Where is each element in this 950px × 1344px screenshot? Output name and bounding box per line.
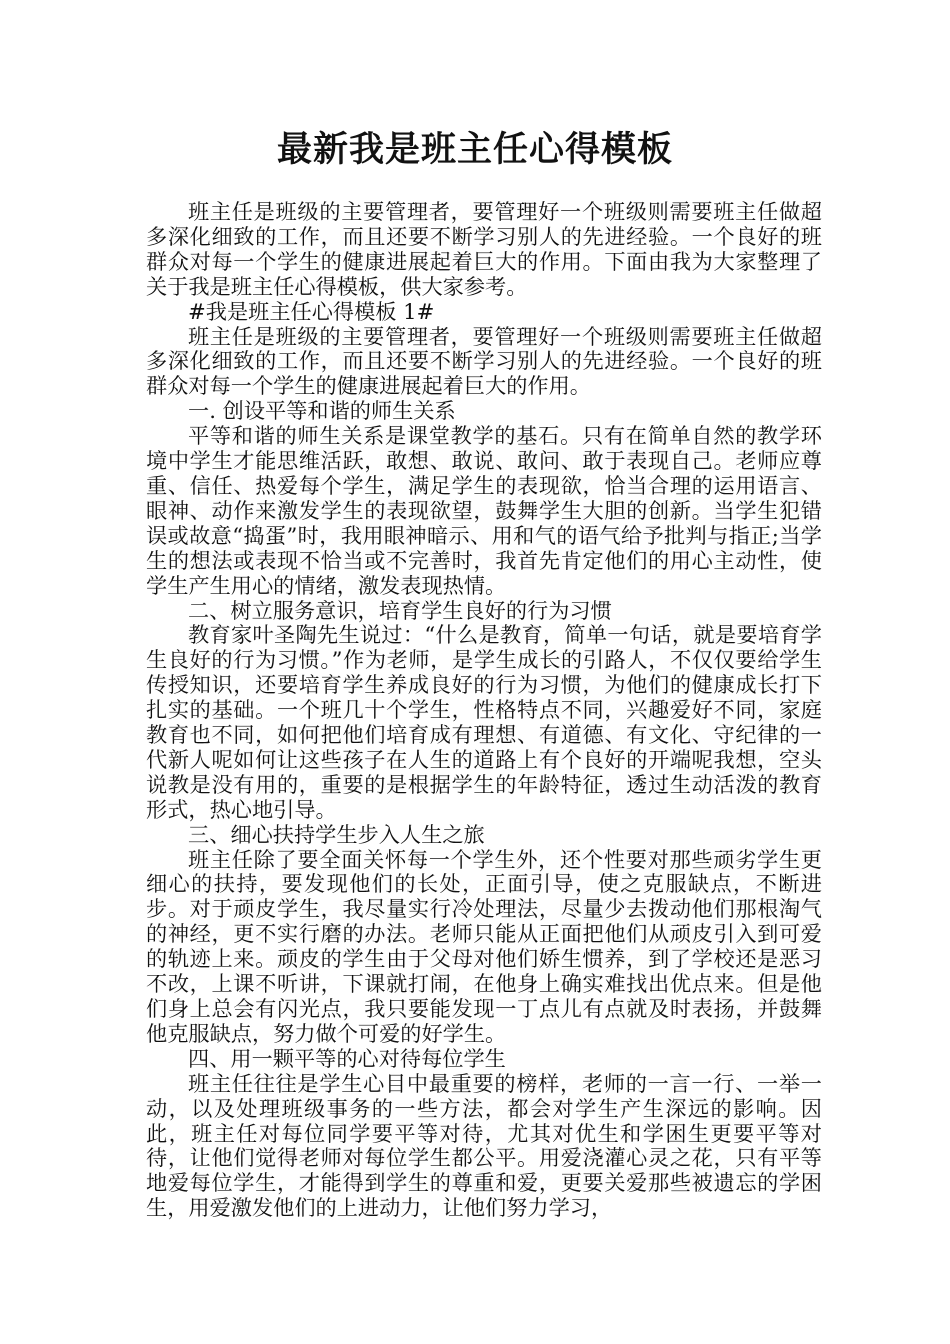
section-heading: 一. 创设平等和谐的师生关系 — [188, 398, 456, 424]
body-paragraph: 班主任是班级的主要管理者，要管理好一个班级则需要班主任做超多深化细致的工作，而且还要不断学习别人的先进经验。一个良好的班群众对每一个学生的健康进展起着巨大的作用。 — [146, 323, 822, 399]
intro-paragraph: 班主任是班级的主要管理者，要管理好一个班级则需要班主任做超多深化细致的工作，而且还要不断学习别人的先进经验。一个良好的班群众对每一个学生的健康进展起着巨大的作用。下面由我为大家整理了关于我是班主任心得模板，供大家参考。 — [146, 199, 822, 299]
body-paragraph: 教育家叶圣陶先生说过：“什么是教育，简单一句话，就是要培育学生良好的行为习惯。”作为老师，是学生成长的引路人，不仅仅要给学生传授知识，还要培育学生养成良好的行为习惯，为他们的健康成长打下扎实的基础。一个班几十个学生，性格特点不同，兴趣爱好不同，家庭教育也不同，如何把他们培育成有理想、有道德、有文化、守纪律的一代新人呢如何让这些孩子在人生的道路上有个良好的开端呢我想，空头说教是没有用的，重要的是根据学生的年龄特征，透过生动活泼的教育形式，热心地引导。 — [146, 622, 822, 822]
document-title: 最新我是班主任心得模板 — [276, 130, 673, 170]
section-heading: 二、树立服务意识，培育学生良好的行为习惯 — [188, 597, 612, 623]
section-heading: 四、用一颗平等的心对待每位学生 — [188, 1045, 506, 1071]
body-paragraph: 班主任往往是学生心目中最重要的榜样，老师的一言一行、一举一动，以及处理班级事务的一些方法，都会对学生产生深远的影响。因此，班主任对每位同学要平等对待，尤其对优生和学困生更要平等对待，让他们觉得老师对每位学生都公平。用爱浇灌心灵之花，只有平等地爱每位学生，才能得到学生的尊重和爱，更要关爱那些被遗忘的学困生，用爱激发他们的上进动力，让他们努力学习， — [146, 1070, 822, 1221]
body-paragraph: 班主任除了要全面关怀每一个学生外，还个性要对那些顽劣学生更细心的扶持，要发现他们的长处，正面引导，使之克服缺点，不断进步。对于顽皮学生，我尽量实行冷处理法，尽量少去拨动他们那根淘气的神经，更不实行磨的办法。老师只能从正面把他们从顽皮引入到可爱的轨迹上来。顽皮的学生由于父母对他们娇生惯养，到了学校还是恶习不改，上课不听讲，下课就打闹，在他身上确实难找出优点来。但是他们身上总会有闪光点，我只要能发现一丁点儿有点就及时表扬，并鼓舞他克服缺点，努力做个可爱的好学生。 — [146, 846, 822, 1046]
document-body — [146, 200, 822, 1221]
template-heading: #我是班主任心得模板 1# — [188, 298, 435, 324]
body-paragraph: 平等和谐的师生关系是课堂教学的基石。只有在简单自然的教学环境中学生才能思维活跃，敢想、敢说、敢问、敢于表现自己。老师应尊重、信任、热爱每个学生，满足学生的表现欲，恰当合理的运用语言、眼神、动作来激发学生的表现欲望，鼓舞学生大胆的创新。当学生犯错误或故意“捣蛋”时，我用眼神暗示、用和气的语气给予批判与指正;当学生的想法或表现不恰当或不完善时，我首先肯定他们的用心主动性，使学生产生用心的情绪，激发表现热情。 — [146, 423, 822, 598]
section-heading: 三、细心扶持学生步入人生之旅 — [188, 821, 485, 847]
